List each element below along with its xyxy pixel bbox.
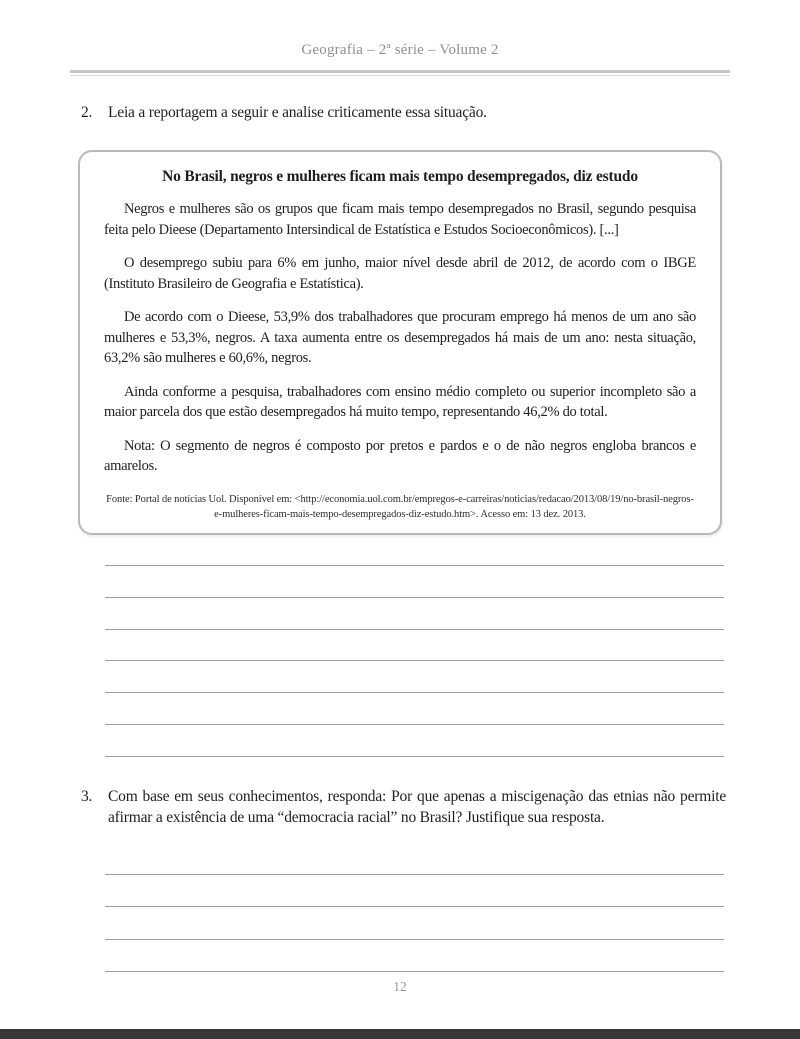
question-2 xyxy=(81,102,726,123)
header-rule-thin xyxy=(70,75,730,76)
article-paragraph: Ainda conforme a pesquisa, trabalhadores com ensino médio completo ou superior incompleto são a maior parcela dos que estão desempregados há muito tempo, representando 46,2% do total. xyxy=(104,383,696,420)
question-3-number: 3. xyxy=(81,788,93,805)
answer-area-q2 xyxy=(105,565,724,788)
article-title: No Brasil, negros e mulheres ficam mais tempo desempregados, diz estudo xyxy=(162,168,638,185)
answer-line xyxy=(105,756,724,788)
article-paragraph: O desemprego subiu para 6% em junho, maior nível desde abril de 2012, de acordo com o IBGE (Instituto Brasileiro de Geografia e Estatística). xyxy=(104,255,696,292)
article-paragraph: Negros e mulheres são os grupos que ficam mais tempo desempregados no Brasil, segundo pesquisa feita pelo Dieese (Departamento Intersindical de Estatística e Estudos Socioeconômicos). [...] xyxy=(104,201,696,238)
answer-line xyxy=(105,906,724,938)
answer-line xyxy=(105,629,724,661)
answer-line xyxy=(105,939,724,971)
question-2-text: Leia a reportagem a seguir e analise criticamente essa situação. xyxy=(108,104,487,121)
article-paragraph: Nota: O segmento de negros é composto por pretos e pardos e o de não negros engloba brancos e amarelos. xyxy=(104,437,696,474)
answer-line xyxy=(105,874,724,906)
article-paragraph: De acordo com o Dieese, 53,9% dos trabalhadores que procuram emprego há menos de um ano são mulheres e 53,3%, negros. A taxa aumenta entre os desempregados há mais de um ano: nesta situação, 63,2% são mulheres e 60,6%, negros. xyxy=(104,309,696,366)
answer-line xyxy=(105,565,724,597)
answer-line xyxy=(105,660,724,692)
header-rule xyxy=(70,70,730,78)
article-source-citation: Fonte: Portal de notícias Uol. Disponível em: <http://economia.uol.com.br/empregos-e-carreiras/noticias/redacao/2013/08/19/no-brasil-negros-e-mulheres-ficam-mais-tempo-desempregados-diz-estudo.htm>. Acesso em: 13 dez. 2013. xyxy=(106,493,694,520)
header-title: Geografia – 2ª série – Volume 2 xyxy=(301,42,499,58)
header-rule-thick xyxy=(70,70,730,73)
answer-line xyxy=(105,597,724,629)
question-3 xyxy=(81,786,726,828)
page-number: 12 xyxy=(393,979,407,994)
answer-line xyxy=(105,692,724,724)
bottom-bar xyxy=(0,1029,800,1039)
question-2-number: 2. xyxy=(81,104,93,121)
article-box xyxy=(78,150,722,535)
question-3-text: Com base em seus conhecimentos, responda: Por que apenas a miscigenação das etnias não permite afirmar a existência de uma “democracia racial” no Brasil? Justifique sua resposta. xyxy=(108,788,726,826)
answer-line xyxy=(105,724,724,756)
